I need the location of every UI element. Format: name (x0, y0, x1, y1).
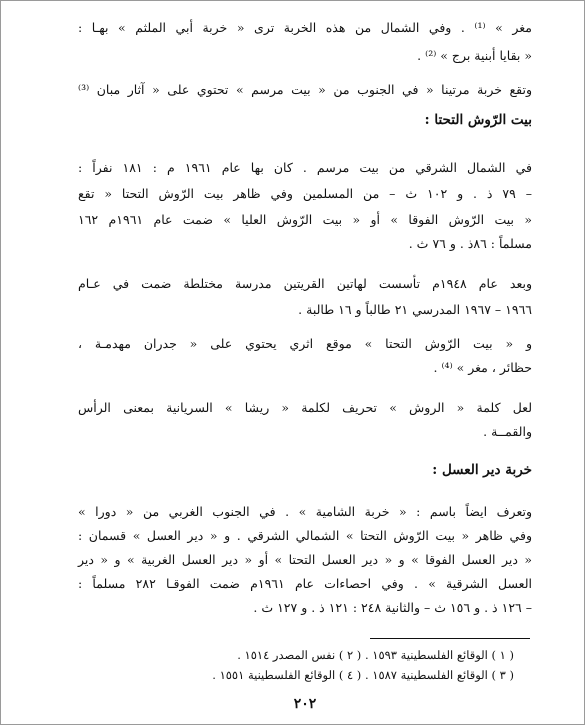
text-line: – ٧٩ ذ . و ١٠٢ ث – من المسلمين وفي ظاهر بيت الرّوش التحتا « تقع (78, 186, 532, 201)
text-line: « دير العسل الفوقا » و « دير العسل التحتا » أو « دير العسل الغربية » و « دير (78, 552, 532, 567)
footnote: ( ٣ ) الوقائع الفلسطينية ١٥٨٧ . ( ٤ ) الوقائع الفلسطينية ١٥٥١ . (212, 668, 514, 682)
text-line: وتقع خربة مرتينا « في الجنوب من « بيت مرسم » تحتوي على « آثار مبان ⁽³⁾ (78, 82, 532, 97)
section-heading: بيت الرّوش التحتا : (424, 112, 532, 128)
text-line: وبعد عام ١٩٤٨م تأسست لهاتين القريتين مدرسة مختلطة ضمت في عـام (78, 276, 532, 291)
book-page (78, 8, 532, 718)
text-line: وفي ظاهر « بيت الرّوش التحتا » الشمالي الشرقي . و « دير العسل » قسمان : (78, 528, 532, 543)
text-line: مغر » ⁽¹⁾ . وفي الشمال من هذه الخربة ترى « خربة أبي الملثم » بهـا : (78, 20, 532, 35)
text-line: – ١٢٦ ذ . و ١٥٦ ث – والثانية ٢٤٨ : ١٢١ ذ . و ١٢٧ ث . (253, 600, 532, 615)
text-line: حظائر ، مغر » ⁽⁴⁾ . (433, 360, 532, 375)
section-heading: خربة دير العسل : (432, 462, 532, 478)
text-line: في الشمال الشرقي من بيت مرسم . كان بها عام ١٩٦١ م : ١٨١ نفراً : (78, 160, 532, 175)
text-line: ١٩٦٦ – ١٩٦٧ المدرسي ٢١ طالباً و ١٦ طالبة . (298, 302, 532, 317)
footnote-separator (370, 638, 530, 639)
text-line: وتعرف ايضاً باسم : « خربة الشامية » . في الجنوب الغربي من « دورا » (78, 504, 532, 519)
text-line: لعل كلمة « الروش » تحريف لكلمة « ريشا » السريانية بمعنى الرأس (78, 400, 532, 415)
text-line: العسل الشرقية » . وفي احصاءات عام ١٩٦١م ضمت الفوقـا ٢٨٢ مسلماً : (78, 576, 532, 591)
footnote: ( ١ ) الوقائع الفلسطينية ١٥٩٣ . ( ٢ ) نفس المصدر ١٥١٤ . (237, 648, 514, 662)
text-line: مسلماً : ٨٦ذ . و ٧٦ ث . (408, 236, 532, 251)
page-number: ٢٠٢ (293, 696, 317, 712)
text-line: والقمــة . (483, 424, 532, 439)
text-line: « بيت الرّوش الفوقا » أو « بيت الرّوش العليا » ضمت عام ١٩٦١م ١٦٢ (78, 212, 532, 227)
text-line: و « بيت الرّوش التحتا » موقع اثري يحتوي على « جدران مهدمـة ، (78, 336, 532, 351)
text-line: « بقايا أبنية برج » ⁽²⁾ . (417, 48, 532, 63)
